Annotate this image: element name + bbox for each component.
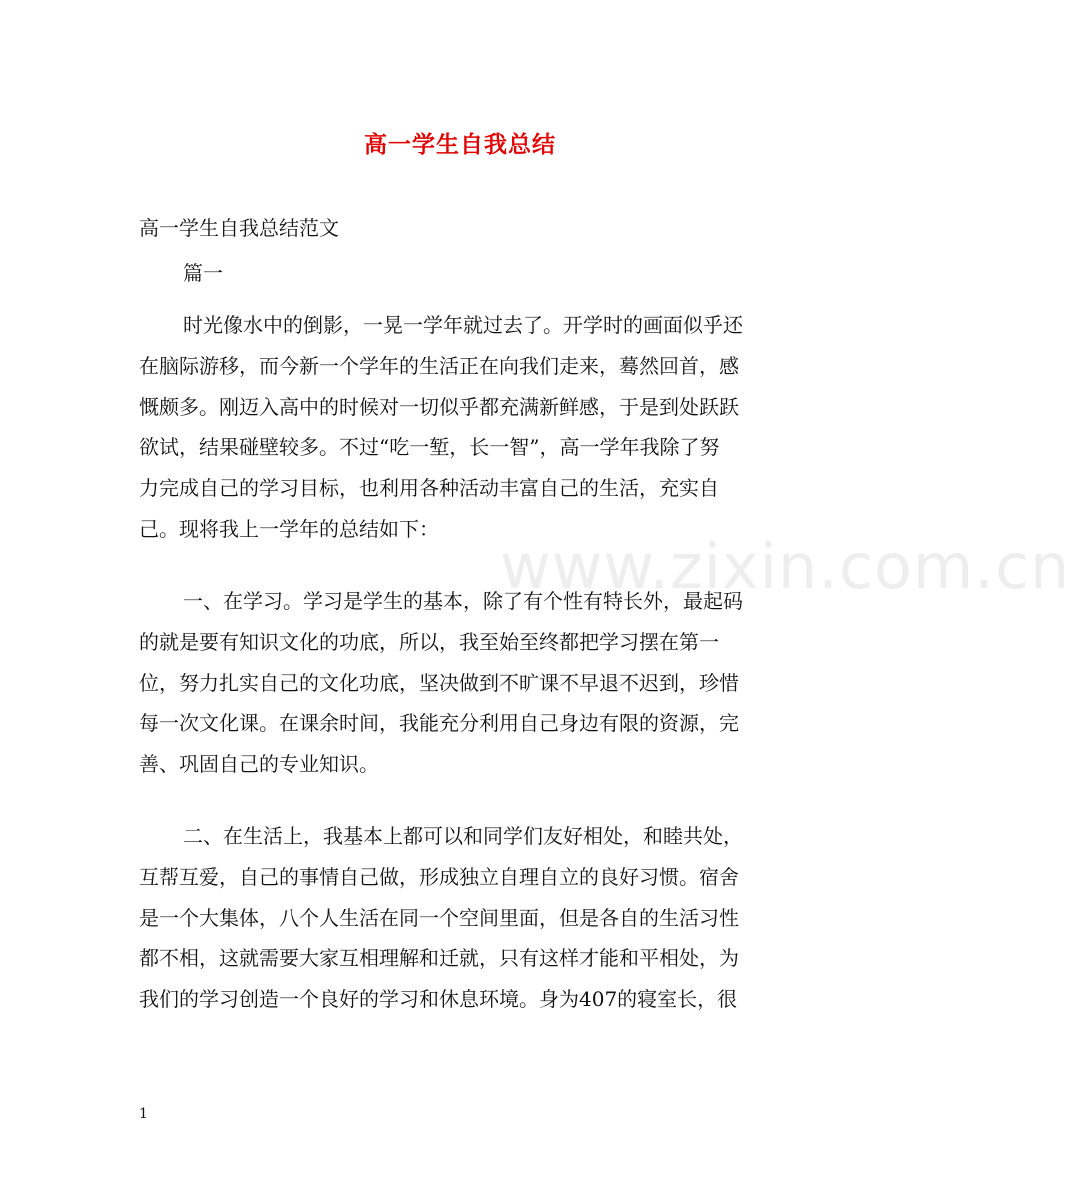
document-subtitle: 高一学生自我总结范文 [139,216,339,240]
page-number: 1 [139,1106,148,1122]
paragraph-line: 位，努力扎实自己的文化功底，坚决做到不旷课不早退不迟到，珍惜 [139,670,739,695]
paragraph-2 [139,581,779,785]
paragraph-line: 互帮互爱，自己的事情自己做，形成独立自理自立的良好习惯。宿舍 [139,864,739,889]
paragraph-line: 己。现将我上一学年的总结如下： [139,516,439,541]
paragraph-line: 我们的学习创造一个良好的学习和休息环境。身为407的寝室长，很 [139,987,738,1012]
paragraph-line: 二、在生活上，我基本上都可以和同学们友好相处，和睦共处， [183,824,743,848]
section-heading: 篇一 [183,261,223,285]
paragraph-line: 时光像水中的倒影，一晃一学年就过去了。开学时的画面似乎还 [183,313,743,337]
paragraph-line: 欲试，结果碰壁较多。不过“吃一堑，长一智”，高一学年我除了努 [139,435,720,460]
paragraph-line: 力完成自己的学习目标，也利用各种活动丰富自己的生活，充实自 [139,476,719,501]
watermark: www.zixin.com.cn [500,530,1070,603]
paragraph-line: 是一个大集体，八个人生活在同一个空间里面，但是各自的生活习性 [139,905,739,930]
paragraph-line: 在脑际游移，而今新一个学年的生活正在向我们走来，蓦然回首，感 [139,353,739,378]
paragraph-3 [139,816,779,1020]
document-title: 高一学生自我总结 [364,131,556,158]
paragraph-line: 慨颇多。刚迈入高中的时候对一切似乎都充满新鲜感，于是到处跃跃 [139,394,739,419]
paragraph-line: 的就是要有知识文化的功底，所以，我至始至终都把学习摆在第一 [139,629,719,654]
paragraph-1 [139,305,779,550]
paragraph-line: 每一次文化课。在课余时间，我能充分利用自己身边有限的资源，完 [139,711,739,736]
paragraph-line: 都不相，这就需要大家互相理解和迁就，只有这样才能和平相处，为 [139,946,739,971]
paragraph-line: 一、在学习。学习是学生的基本，除了有个性有特长外，最起码 [183,589,743,613]
paragraph-line: 善、巩固自己的专业知识。 [139,752,379,777]
